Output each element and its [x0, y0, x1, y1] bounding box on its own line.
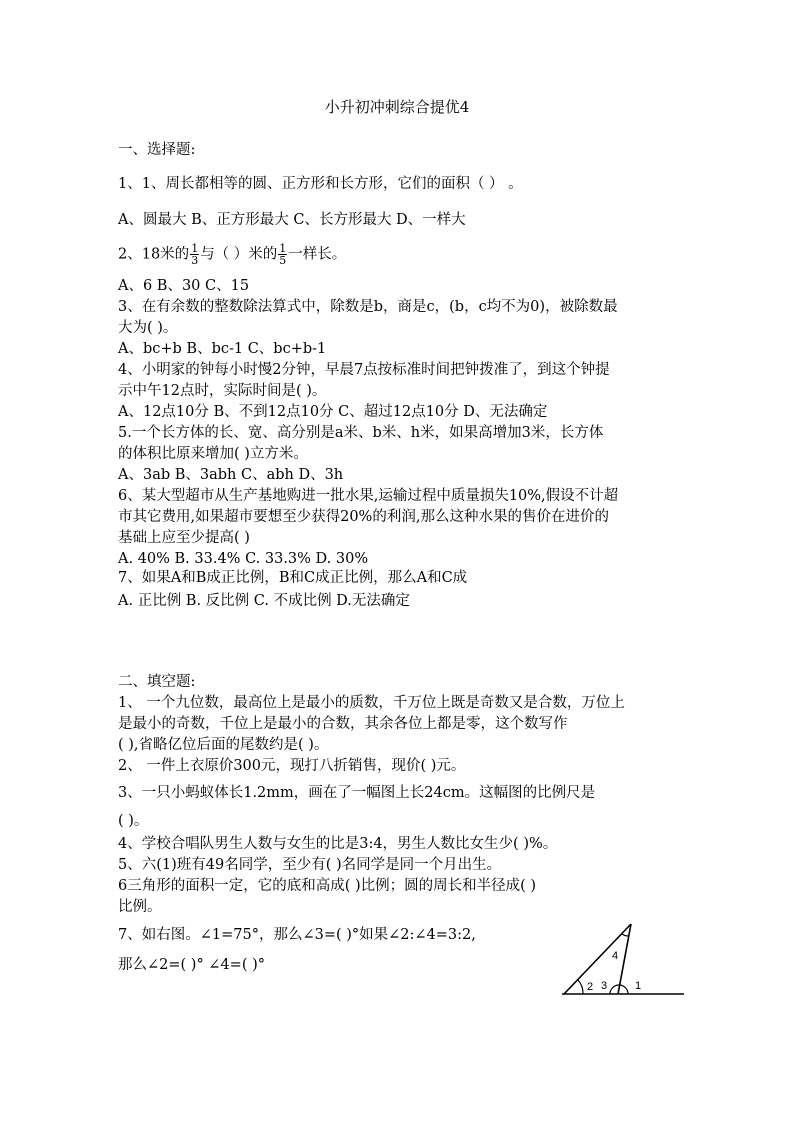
- s1-q1-text: 1、1、周长都相等的圆、正方形和长方形，它们的面积（ ） 。: [118, 176, 523, 192]
- s1-q6-options: A. 40% B. 33.4% C. 33.3% D. 30%: [118, 551, 369, 567]
- s2-q4-line1: 4、学校合唱队男生人数与女生的比是3:4，男生人数比女生少( )%。: [118, 836, 558, 852]
- s1-q7-line1: 7、如果A和B成正比例，B和C成正比例，那么A和C成: [118, 570, 468, 586]
- s1-q1-options: A、圆最大 B、正方形最大 C、长方形最大 D、一样大: [118, 212, 466, 228]
- s1-q3-line2: 大为( )。: [118, 320, 178, 336]
- angle-label-2: 2: [587, 981, 594, 993]
- s2-q1-line2: 是最小的奇数，千位上是最小的合数，其余各位上都是零，这个数写作: [118, 716, 568, 732]
- s1-q2-options: A、6 B、30 C、15: [118, 278, 250, 294]
- fraction-denominator: 5: [279, 254, 287, 267]
- s1-q6-line1: 6、某大型超市从生产基地购进一批水果,运输过程中质量损失10%,假设不计超: [118, 488, 619, 504]
- s1-q6-line2: 市其它费用,如果超市要想至少获得20%的利润,那么这种水果的售价在进价的: [118, 509, 609, 525]
- section2-heading: 二、填空题:: [118, 674, 196, 690]
- s2-q6-line2: 比例。: [118, 899, 162, 915]
- section1-heading: 一、选择题:: [118, 142, 196, 158]
- s1-q2-part-c: 一样长。: [288, 246, 347, 263]
- s1-q3-options: A、bc+b B、bc-1 C、bc+b-1: [118, 341, 327, 357]
- s1-q2-part-a: 2、18米的: [118, 246, 190, 263]
- s2-q5-line1: 5、六(1)班有49名同学，至少有( )名同学是同一个月出生。: [118, 857, 502, 873]
- s2-q3-line2: ( )。: [118, 813, 149, 829]
- angle-label-4: 4: [612, 950, 619, 962]
- fraction-one-third: [190, 243, 199, 266]
- fraction-one-fifth: [278, 243, 287, 266]
- s1-q7-options: A. 正比例 B. 反比例 C. 不成比例 D.无法确定: [118, 593, 410, 609]
- s1-q5-line1: 5.一个长方体的长、宽、高分别是a米、b米、h米，如果高增加3米，长方体: [118, 425, 604, 441]
- triangle-angle-figure: [558, 918, 688, 1000]
- s2-q2-line1: 2、 一件上衣原价300元，现打八折销售，现价( )元。: [118, 758, 466, 774]
- fraction-numerator: 1: [191, 242, 199, 255]
- s2-q3-line1: 3、一只小蚂蚁体长1.2mm，画在了一幅图上长24cm。这幅图的比例尺是: [118, 785, 596, 801]
- s2-q1-line3: ( ),省略亿位后面的尾数约是( )。: [118, 737, 329, 753]
- fraction-denominator: 3: [191, 254, 199, 267]
- s1-q3-line1: 3、在有余数的整数除法算式中，除数是b，商是c，(b，c均不为0)，被除数最: [118, 299, 618, 315]
- angle-label-1: 1: [635, 980, 642, 992]
- s2-q7-line2: 那么∠2=( )° ∠4=( )°: [118, 957, 266, 973]
- s1-q4-line2: 示中午12点时，实际时间是( )。: [118, 383, 327, 399]
- s1-q4-line1: 4、小明家的钟每小时慢2分钟，早晨7点按标准时间把钟拨准了，到这个钟提: [118, 362, 610, 378]
- angle-2-arc: [578, 980, 583, 994]
- s1-q5-options: A、3ab B、3abh C、abh D、3h: [118, 467, 344, 483]
- s1-q2-part-b: 与（ ）米的: [200, 246, 278, 263]
- fraction-numerator: 1: [279, 242, 287, 255]
- s2-q6-line1: 6三角形的面积一定，它的底和高成( )比例；圆的周长和半径成( ): [118, 878, 537, 894]
- angle-4-arc: [622, 934, 629, 936]
- s2-q1-line1: 1、 一个九位数，最高位上是最小的质数，千万位上既是奇数又是合数，万位上: [118, 695, 625, 711]
- page-title: 小升初冲刺综合提优4: [324, 98, 470, 116]
- s2-q7-line1: 7、如右图。∠1=75°，那么∠3=( )°如果∠2:∠4=3:2,: [118, 927, 476, 943]
- s1-q5-line2: 的体积比原来增加( )立方米。: [118, 446, 308, 462]
- s1-q2-text: [118, 243, 346, 266]
- angle-label-3: 3: [601, 980, 608, 992]
- s1-q4-options: A、12点10分 B、不到12点10分 C、超过12点10分 D、无法确定: [118, 404, 548, 420]
- s1-q6-line3: 基础上应至少提高( ): [118, 530, 250, 546]
- triangle-left-side: [564, 924, 631, 994]
